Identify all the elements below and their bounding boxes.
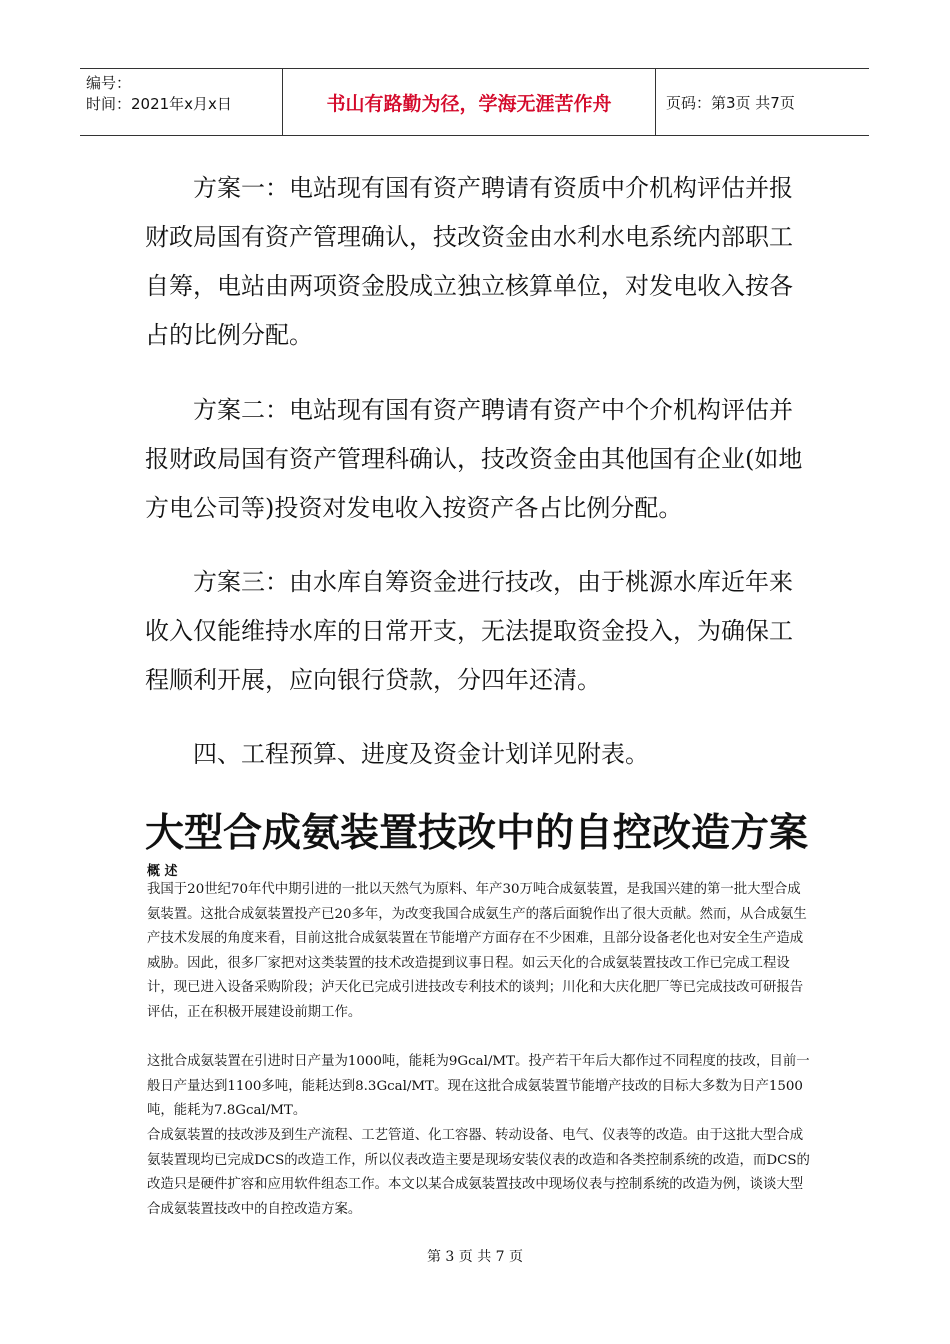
plan-one-paragraph: 方案一：电站现有国有资产聘请有资质中介机构评估并报财政局国有资产管理确认，技改资金由水利水电系统内部职工自筹，电站由两项资金股成立独立核算单位，对发电收入按各占的比例分配。	[145, 174, 793, 349]
header-meta	[80, 69, 283, 135]
article-paragraph-1: 我国于20世纪70年代中期引进的一批以天然气为原料、年产30万吨合成氨装置，是我国兴建的第一批大型合成氨装置。这批合成氨装置投产已20多年，为改变我国合成氨生产的落后面貌作出了很大贡献。然而，从合成氨生产技术发展的角度来看，目前这批合成氨装置在节能增产方面存在不少困难，且部分设备老化也对安全生产造成威胁。因此，很多厂家把对这类装置的技术改造提到议事日程。如云天化的合成氨装置技改工作已完成工程设计，现已进入设备采购阶段；泸天化已完成引进技改专利技术的谈判；川化和大庆化肥厂等已完成技改可研报告评估，正在积极开展建设前期工作。	[147, 882, 807, 1020]
header-page-cell	[656, 69, 869, 135]
page-header	[80, 68, 869, 136]
plan-three-paragraph: 方案三：由水库自筹资金进行技改，由于桃源水库近年来收入仅能维持水库的日常开支，无法提取资金投入，为确保工程顺利开展，应向银行贷款，分四年还清。	[145, 568, 793, 694]
plan-two-paragraph: 方案二：电站现有国有资产聘请有资产中个介机构评估并报财政局国有资产管理科确认，技改资金由其他国有企业(如地方电公司等)投资对发电收入按资产各占比例分配。	[145, 396, 803, 522]
article-title: 大型合成氨装置技改中的自控改造方案	[145, 811, 809, 856]
article-paragraph-2: 这批合成氨装置在引进时日产量为1000吨，能耗为9Gcal/MT。投产若干年后大都作过不同程度的技改，目前一般日产量达到1100多吨，能耗达到8.3Gcal/MT。现在这批合成氨装置节能增产技改的目标大多数为日产1500吨，能耗为7.8Gcal/MT。	[147, 1054, 810, 1118]
section-four-paragraph: 四、工程预算、进度及资金计划详见附表。	[193, 740, 649, 768]
header-motto: 书山有路勤为径，学海无涯苦作舟	[326, 92, 612, 115]
article-paragraph-3: 合成氨装置的技改涉及到生产流程、工艺管道、化工容器、转动设备、电气、仪表等的改造。由于这批大型合成氨装置现均已完成DCS的改造工作，所以仪表改造主要是现场安装仪表的改造和各类控制系统的改造，而DCS的改造只是硬件扩容和应用软件组态工作。本文以某合成氨装置技改中现场仪表与控制系统的改造为例，谈谈大型合成氨装置技改中的自控改造方案。	[147, 1128, 810, 1217]
header-motto-cell	[283, 69, 656, 135]
article-subheading: 概 述	[147, 864, 178, 879]
document-number-label: 编号：	[86, 74, 132, 92]
page-footer: 第 3 页 共 7 页	[426, 1249, 524, 1265]
document-date-label: 时间：2021年x月x日	[86, 95, 232, 113]
header-page-label: 页码：第3页 共7页	[666, 93, 795, 112]
